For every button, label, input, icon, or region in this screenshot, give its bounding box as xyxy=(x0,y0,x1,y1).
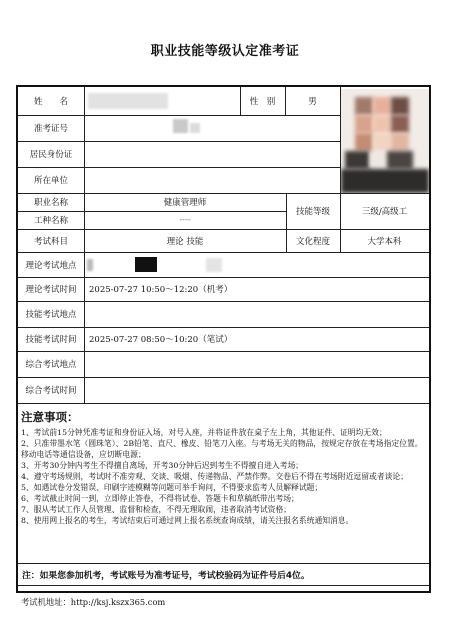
location-redacted xyxy=(135,257,157,272)
grid-line xyxy=(18,403,429,404)
exam-account-note: 注：如果您参加机考，考试账号为准考证号，考试校验码为证件号后4位。 xyxy=(18,563,429,586)
comprehensive-time-label: 综合考试时间 xyxy=(25,386,77,396)
subjects-value: 理论 技能 xyxy=(166,236,204,247)
theory-time-label: 理论考试时间 xyxy=(25,285,77,295)
note-item: 2、只准带墨水笔（圆珠笔）、2B铅笔、直尺、橡皮、铅笔刀入座。与考场无关的物品，按规定存放在考场指定位置。移动电话等通信设备，应切断电源； xyxy=(21,439,423,459)
ticket-no-redacted xyxy=(173,119,188,133)
occupation-label: 职业名称 xyxy=(33,198,68,208)
comprehensive-location-label: 综合考试地点 xyxy=(25,360,77,370)
note-item: 7、服从考试工作人员管理、监督和检查，不得无理取闹，违者取消考试资格； xyxy=(21,505,292,514)
theory-location-label: 理论考试地点 xyxy=(25,260,77,271)
skill-level-label: 技能等级 xyxy=(295,207,330,217)
theory-time-value: 2025-07-27 10:50～12:20（机考） xyxy=(89,285,233,295)
note-item: 8、使用网上报名的考生，考试结束后可通过网上报名系统查询成绩，请关注报名系统通知消息。 xyxy=(21,516,354,525)
notes-list xyxy=(21,427,425,526)
ticket-no-redacted xyxy=(190,123,200,133)
location-redacted xyxy=(87,259,93,271)
notes-title: 注意事项： xyxy=(21,410,79,424)
occupation-value: 健康管理师 xyxy=(163,198,207,208)
id-no-label: 居民身份证 xyxy=(29,150,73,160)
note-item: 3、开考30分钟内考生不得擅自离场，开考30分钟后迟到考生不得擅自进入考场； xyxy=(21,461,304,470)
name-redacted xyxy=(88,93,168,109)
candidate-photo xyxy=(341,89,429,193)
note-item: 6、考试截止时间一到，立即停止答卷，不得将试卷、答题卡和草稿纸带出考场； xyxy=(21,494,299,503)
name-label: 姓 名 xyxy=(33,97,68,107)
note-item: 4、遵守考场规则，考试时不准旁观、交谈、吸烟、传递物品、严禁作弊。交卷后不得在考场附近逗留或者谈论； xyxy=(21,472,409,481)
skill-location-label: 技能考试地点 xyxy=(25,310,77,320)
skill-time-value: 2025-07-27 08:50～10:20（笔试） xyxy=(89,335,233,345)
location-redacted xyxy=(206,258,222,272)
org-label: 所在单位 xyxy=(33,176,68,186)
ticket-no-label: 准考证号 xyxy=(33,124,68,134)
education-value: 大学本科 xyxy=(367,236,402,247)
education-label: 文化程度 xyxy=(295,236,330,247)
page-title: 职业技能等级认定准考证 xyxy=(150,44,300,59)
skill-level-value: 三级/高级工 xyxy=(361,207,408,217)
gender-value: 男 xyxy=(308,97,317,107)
note-item: 1、考试前15分钟凭准考证和身份证入场，对号入座，并将证件放在桌子左上角，其他证件、证明均无效； xyxy=(21,428,387,437)
exam-site-url: 考试机地址：http://ksj.kszx365.com xyxy=(21,597,166,607)
note-item: 5、如遇试卷分发错误、印刷字迹模糊等问题可举手询问，不得要求监考人员解释试题； xyxy=(21,483,323,492)
subjects-label: 考试科目 xyxy=(33,236,68,247)
skill-time-label: 技能考试时间 xyxy=(25,335,77,345)
job-type-label: 工种名称 xyxy=(33,216,68,226)
gender-label: 性 别 xyxy=(249,97,276,107)
job-type-value: ---- xyxy=(179,215,191,225)
admission-ticket xyxy=(16,85,431,593)
